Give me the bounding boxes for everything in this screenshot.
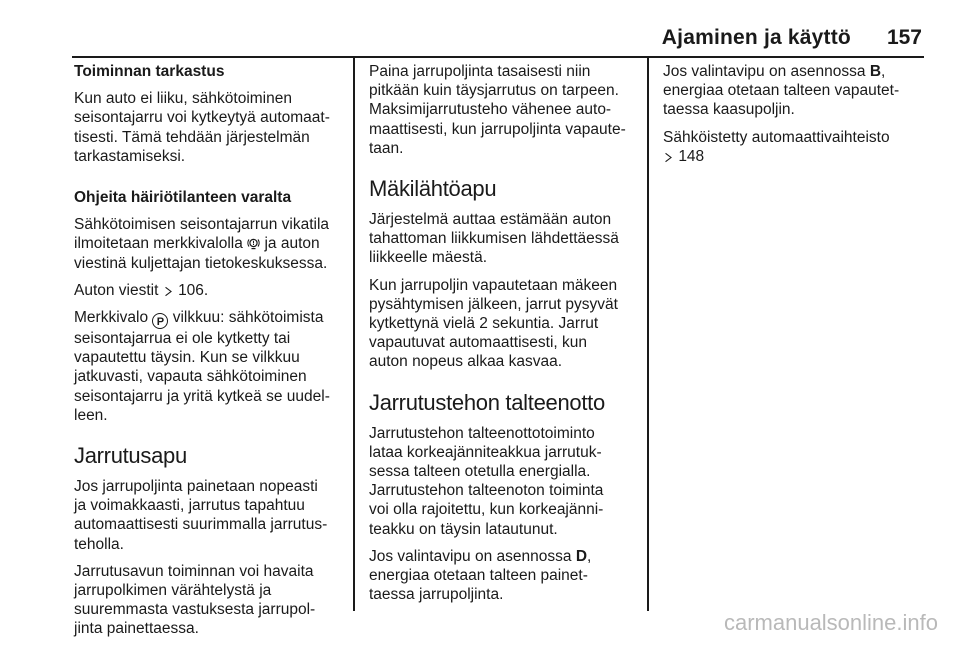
section-title-hill-start-assist: Mäkilähtöapu: [369, 176, 497, 202]
paragraph: Jarrutustehon talteenottotoiminto lataa korkeajänniteakkua jarrutuk- sessa talteen otetulla energialla. Jarrutustehon talteenoton toiminta voi olla rajoitettu, kun korkeajänni- teakku on täysin latautunut.: [369, 424, 604, 538]
reference-arrow-icon[interactable]: [663, 152, 674, 163]
watermark: carmanualsonline.info: [723, 610, 938, 635]
column-1: [74, 62, 344, 647]
paragraph: Kun jarrupoljin vapautetaan mäkeen pysähtymisen jälkeen, jarrut pysyvät kytkettynä vielä 2 sekuntia. Jarrut vapautuvat automaattisesti, kun auton nopeus alkaa kasvaa.: [369, 276, 618, 371]
reference-arrow-icon[interactable]: [163, 286, 174, 297]
paragraph: Jarrutusavun toiminnan voi havaita jarrupolkimen värähtelystä ja suuremmasta vastuksesta jarrupol- jinta painettaessa.: [74, 562, 316, 638]
paragraph: Järjestelmä auttaa estämään auton tahattoman liikkumisen lähdettäessä liikkeelle mäestä.: [369, 211, 619, 267]
column-divider-1: [353, 57, 355, 611]
paragraph: Jos valintavipu on asennossa B, energiaa otetaan talteen vapautet- taessa kaasupoljin.: [663, 63, 900, 119]
column-2: [369, 62, 639, 612]
page-number: 157: [886, 26, 922, 49]
paragraph: Jos jarrupoljinta painetaan nopeasti ja voimakkaasti, jarrutus tapahtuu automaattisesti suurimmalla jarrutus- teholla.: [74, 478, 328, 553]
paragraph: Kun auto ei liiku, sähkötoiminen seisontajarru voi kytkeytyä automaat- tisesti. Tämä tehdään järjestelmän tarkastamiseksi.: [74, 90, 330, 165]
paragraph: Jos valintavipu on asennossa D, energiaa otetaan talteen painet- taessa jarrupoljinta.: [369, 547, 592, 604]
page-title: Ajaminen ja käyttö: [661, 26, 851, 49]
cross-reference: Auton viestit 106.: [74, 281, 209, 299]
page-header: [72, 26, 922, 56]
paragraph: Paina jarrupoljinta tasaisesti niin pitkään kuin täysjarrutus on tarpeen. Maksimijarrutusteho vähenee auto- maattisesti, kun jarrupoljinta vapaute- taan.: [369, 63, 626, 157]
section-title-regenerative-braking: Jarrutustehon talteenotto: [369, 389, 605, 415]
section-title-brake-assist: Jarrutusapu: [74, 443, 187, 469]
column-divider-2: [647, 57, 649, 611]
column-3: [663, 62, 925, 174]
header-rule: [72, 56, 924, 58]
subheading-function-check: Toiminnan tarkastus: [74, 63, 225, 80]
cross-reference: Sähköistetty automaattivaihteisto 148: [663, 128, 890, 165]
brake-warning-icon: [247, 237, 260, 250]
paragraph: Merkkivalo P vilkkuu: sähkötoimista seisontajarrua ei ole kytketty tai vapautettu täysin. Kun se vilkkuu jatkuvasti, vapauta sähkötoiminen seisontajarru ja yritä kytkeä se uudel- leen.: [74, 309, 330, 424]
paragraph: Sähkötoimisen seisontajarrun vikatila ilmoitetaan merkkivalolla ja auton viestinä kuljettajan tietokeskuksessa.: [74, 216, 330, 272]
parking-brake-p-icon: P: [152, 313, 168, 329]
subheading-fault: Ohjeita häiriötilanteen varalta: [74, 189, 292, 207]
